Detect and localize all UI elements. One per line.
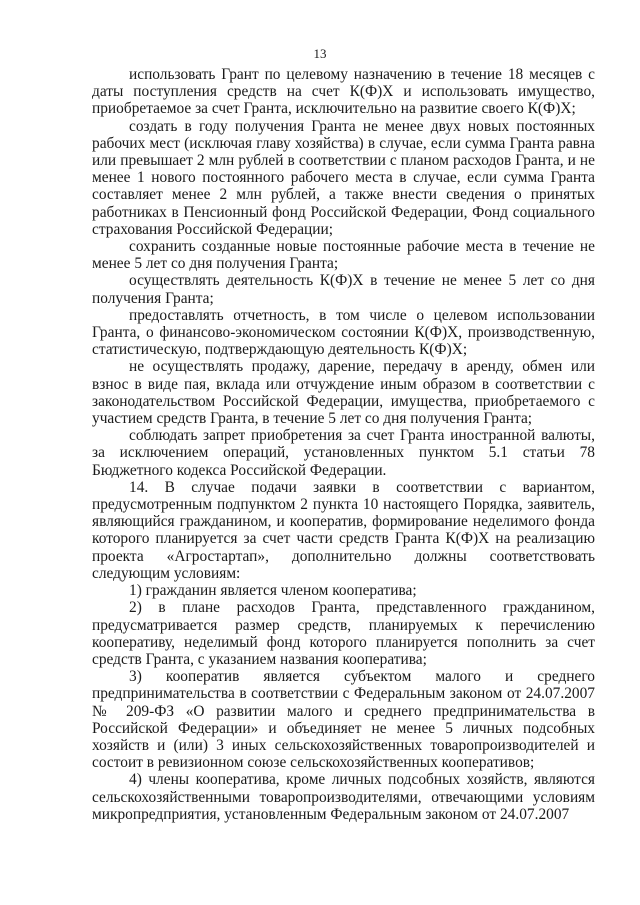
paragraph-reporting: предоставлять отчетность, в том числе о целевом использовании Гранта, о финансово-экономическом состоянии К(Ф)Х, производственную, статистическую, подтверждающую деятельность К(Ф)Х; <box>92 306 595 359</box>
paragraph-section-14: 14. В случае подачи заявки в соответствии с вариантом, предусмотренным подпунктом 2 пункта 10 настоящего Порядка, заявитель, являющийся гражданином, и кооператив, формирование неделимого фонда которого планируется за счет части средств Гранта К(Ф)Х на реализацию проекта «Агростартап», дополнительно должны соответствовать следующим условиям: <box>92 478 595 582</box>
paragraph-operate-farm: осуществлять деятельность К(Ф)Х в течение не менее 5 лет со дня получения Гранта; <box>92 272 595 307</box>
list-item-3: 3) кооператив является субъектом малого и среднего предпринимательства в соответствии с Федеральным законом от 24.07.2007 № 209-ФЗ «О развитии малого и среднего предпринимательства в Российской Федерации» и объединяет не менее 5 личных подсобных хозяйств и (или) 3 иных сельскохозяйственных товаропроизводителей и состоит в ревизионном союзе сельскохозяйственных кооперативов; <box>92 668 595 772</box>
paragraph-currency-ban: соблюдать запрет приобретения за счет Гранта иностранной валюты, за исключением операций, установленных пунктом 5.1 статьи 78 Бюджетного кодекса Российской Федерации. <box>92 427 595 479</box>
document-body <box>92 66 595 823</box>
paragraph-create-jobs: создать в году получения Гранта не менее двух новых постоянных рабочих мест (исключая главу хозяйства) в случае, если сумма Гранта равна или превышает 2 млн рублей в соответствии с планом расходов Гранта, и не менее 1 нового постоянного рабочего места в случае, если сумма Гранта составляет менее 2 млн рублей, а также внести сведения о принятых работниках в Пенсионный фонд Российской Федерации, Фонд социального страхования Российской Федерации; <box>92 117 595 238</box>
list-item-1: 1) гражданин является членом кооператива; <box>129 582 417 600</box>
list-item-4: 4) члены кооператива, кроме личных подсобных хозяйств, являются сельскохозяйственными товаропроизводителями, отвечающими условиям микропредприятия, установленным Федеральным законом от 24.07.2007 <box>92 771 595 823</box>
page-number: 13 <box>313 46 327 61</box>
list-item-2: 2) в плане расходов Гранта, представленного гражданином, предусматривается размер средств, планируемых к перечислению кооперативу, неделимый фонд которого планируется пополнить за счет средств Гранта, с указанием названия кооператива; <box>92 599 595 668</box>
paragraph-grant-usage: использовать Грант по целевому назначению в течение 18 месяцев с даты поступления средств на счет К(Ф)Х и использовать имущество, приобретаемое за счет Гранта, исключительно на развитие своего К(Ф)Х; <box>92 66 595 118</box>
paragraph-no-alienation: не осуществлять продажу, дарение, передачу в аренду, обмен или взнос в виде пая, вклада или отчуждение иным образом в соответствии с законодательством Российской Федерации, имущества, приобретаемого с участием средств Гранта, в течение 5 лет со дня получения Гранта; <box>92 358 595 428</box>
paragraph-keep-jobs: сохранить созданные новые постоянные рабочие места в течение не менее 5 лет со дня получения Гранта; <box>92 238 595 273</box>
